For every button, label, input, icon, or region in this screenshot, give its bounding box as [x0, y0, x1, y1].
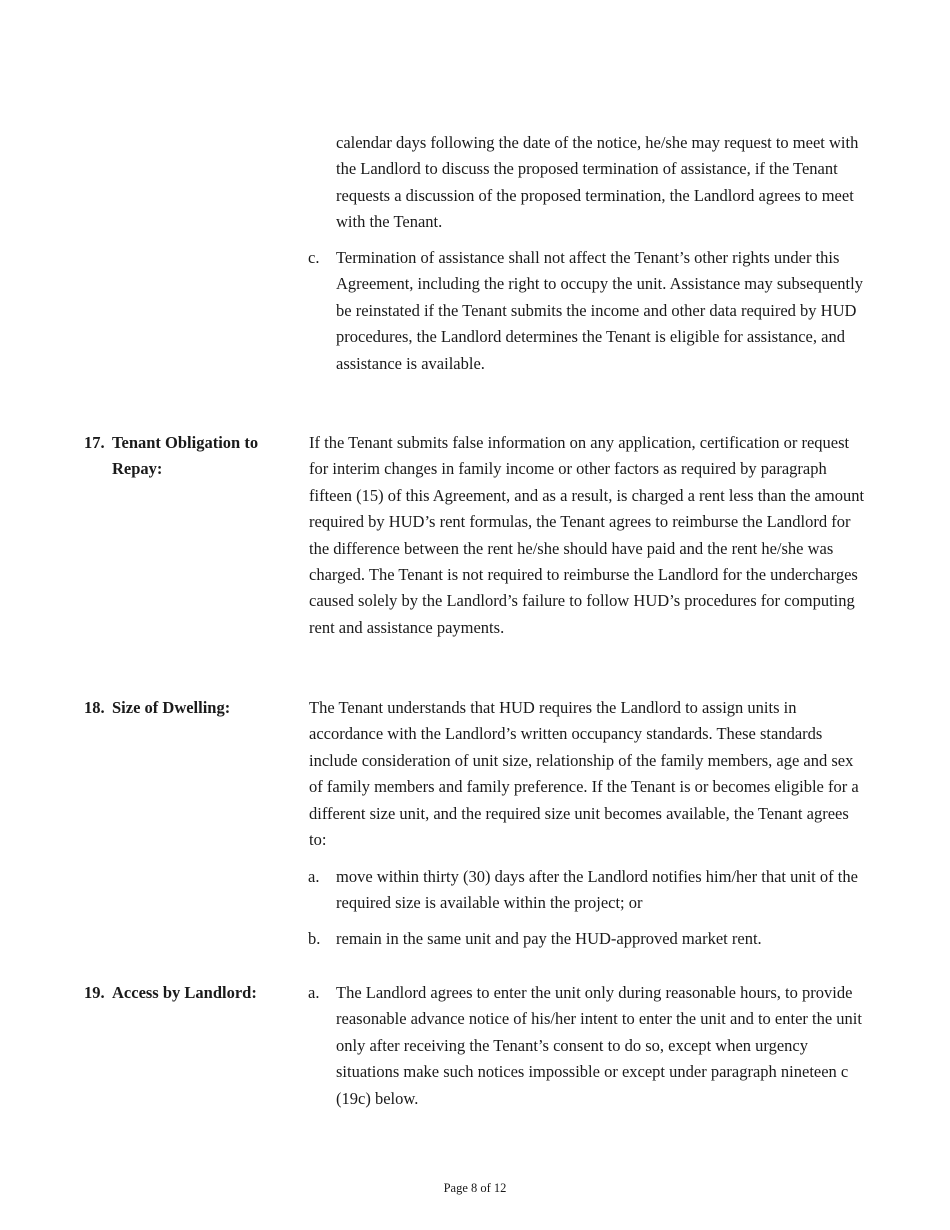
- section-17-title: Tenant Obligation to Repay:: [112, 433, 259, 479]
- page-number: Page 8 of 12: [443, 1181, 507, 1195]
- item-marker-19a: a.: [308, 983, 320, 1002]
- item-text-18b: remain in the same unit and pay the HUD-approved market rent.: [336, 929, 762, 948]
- section-18-body: The Tenant understands that HUD requires the Landlord to assign units in accordance with the Landlord’s written occupancy standards. These standards include consideration of unit size, relationship of the family members, age and sex of family members and family preference. If the Tenant is or becomes eligible for a different size unit, and the required size unit becomes available, the Tenant agrees to:: [309, 698, 859, 850]
- item-marker-16c: c.: [308, 248, 320, 267]
- section-16b-continuation: calendar days following the date of the notice, he/she may request to meet with the Landlord to discuss the proposed termination of assistance, if the Tenant requests a discussion of the proposed termination, the Landlord agrees to meet with the Tenant.: [336, 133, 859, 232]
- item-text-16c: Termination of assistance shall not affect the Tenant’s other rights under this Agreement, including the right to occupy the unit. Assistance may subsequently be reinstated if the Tenant submits the income and other data required by HUD procedures, the Landlord determines the Tenant is eligible for assistance, and assistance is available.: [336, 248, 863, 373]
- section-18-title: Size of Dwelling:: [112, 698, 231, 717]
- item-marker-18a: a.: [308, 867, 320, 886]
- section-17-number: 17.: [84, 433, 105, 452]
- section-17-body: If the Tenant submits false information on any application, certification or request for interim changes in family income or other factors as required by paragraph fifteen (15) of this Agreement, and as a result, is charged a rent less than the amount required by HUD’s rent formulas, the Tenant agrees to reimburse the Landlord for the difference between the rent he/she should have paid and the rent he/she was charged. The Tenant is not required to reimburse the Landlord for the undercharges caused solely by the Landlord’s failure to follow HUD’s procedures for computing rent and assistance payments.: [309, 433, 865, 637]
- section-19-title: Access by Landlord:: [112, 983, 257, 1002]
- section-18-number: 18.: [84, 698, 105, 717]
- item-text-19a: The Landlord agrees to enter the unit only during reasonable hours, to provide reasonable advance notice of his/her intent to enter the unit and to enter the unit only after receiving the Tenant’s consent to do so, except when urgency situations make such notices impossible or except under paragraph nineteen c (19c) below.: [336, 983, 862, 1108]
- item-text-18a: move within thirty (30) days after the Landlord notifies him/her that unit of the required size is available within the project; or: [336, 867, 858, 913]
- item-marker-18b: b.: [308, 929, 321, 948]
- section-19-number: 19.: [84, 983, 105, 1002]
